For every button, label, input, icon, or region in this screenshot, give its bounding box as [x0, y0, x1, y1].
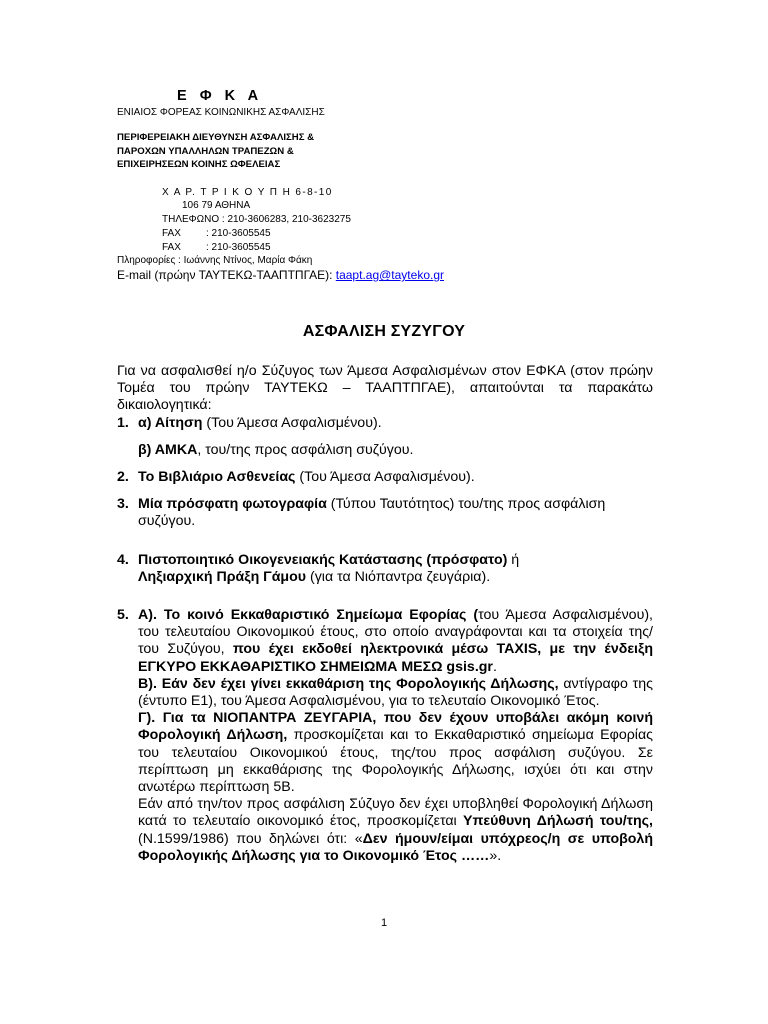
department-name: [117, 131, 517, 172]
department-line: ΕΠΙΧΕΙΡΗΣΕΩΝ ΚΟΙΝΗΣ ΩΦΕΛΕΙΑΣ: [117, 159, 281, 170]
email-label: E-mail (πρώην ΤΑΥΤΕΚΩ-ΤΑΑΠΤΠΓΑΕ):: [117, 268, 336, 283]
org-full-name: ΕΝΙΑΙΟΣ ΦΟΡΕΑΣ ΚΟΙΝΩΝΙΚΗΣ ΑΣΦΑΛΙΣΗΣ: [117, 107, 325, 118]
fax-line: [162, 241, 517, 255]
item-text: Ληξιαρχική Πράξη Γάμου (για τα Νιόπαντρα ζευγάρια).: [138, 568, 491, 585]
document-title: ΑΣΦΑΛΙΣΗ ΣΥΖΥΓΟΥ: [302, 323, 466, 340]
letterhead: [117, 88, 517, 283]
requirement-item-2: [117, 469, 653, 486]
email-link[interactable]: taapt.ag@tayteko.gr: [335, 268, 444, 283]
requirement-item-4: [117, 552, 653, 586]
item-text: Το Βιβλιάριο Ασθενείας (Του Άμεσα Ασφαλισμένου).: [138, 469, 475, 486]
item-number: 4.: [117, 551, 129, 568]
street-address: Χ Α Ρ. Τ Ρ Ι Κ Ο Υ Π Η 6-8-10: [162, 186, 333, 198]
postal-code: 106 79 ΑΘΗΝΑ: [182, 200, 251, 212]
item-5b-text: Β). Εάν δεν έχει γίνει εκκαθάριση της Φορολογικής Δήλωσης, αντίγραφο της (έντυπο Ε1), του Άμεσα Ασφαλισμένου, για το τελευταίο Οικονομικό Έτος.: [138, 675, 653, 710]
item-text: Πιστοποιητικό Οικογενειακής Κατάστασης (πρόσφατο) ή: [138, 551, 520, 568]
item-5c-text: Γ). Για τα ΝΙΟΠΑΝΤΡΑ ΖΕΥΓΑΡΙΑ, που δεν έχουν υποβάλει ακόμη κοινή Φορολογική Δήλωση, προσκομίζεται και το Εκκαθαριστικό σημείωμα Εφορίας του τελευταίου Οικονομικού έτους, της/του προς ασφάλιση συζύγου. Σε περίπτωση μη εκκαθάρισης της Φορολογικής Δήλωσης, ισχύει ότι και στην ανωτέρω περίπτωση 5Β.: [138, 710, 653, 796]
document-body: [117, 363, 653, 865]
department-line: ΠΕΡΙΦΕΡΕΙΑΚΗ ΔΙΕΥΘΥΝΣΗ ΑΣΦΑΛΙΣΗΣ &: [117, 132, 315, 143]
requirement-item-3: [117, 496, 653, 530]
item-number: 2.: [117, 469, 129, 486]
page-number: 1: [380, 917, 388, 929]
phone-line: ΤΗΛΕΦΩΝΟ : 210-3606283, 210-3623275: [162, 214, 351, 226]
contact-persons: Πληροφορίες : Ιωάννης Ντίνος, Μαρία Φάκη: [117, 255, 313, 267]
fax-label: FAX: [162, 241, 181, 253]
intro-paragraph: Για να ασφαλισθεί η/ο Σύζυγος των Άμεσα Ασφαλισμένων στον ΕΦΚΑ (στον πρώην Τομέα του πρώην ΤΑΥΤΕΚΩ – ΤΑΑΠΤΠΓΑΕ), απαιτούνται τα παρακάτω δικαιολογητικά:: [117, 363, 653, 414]
item-number: 1.: [117, 414, 129, 431]
item-number: 3.: [117, 496, 129, 513]
fax-number: : 210-3605545: [206, 227, 271, 239]
org-title: Ε Φ Κ Α: [177, 88, 263, 104]
item-text: α) Αίτηση (Του Άμεσα Ασφαλισμένου).: [138, 414, 382, 431]
item-5d-text: Εάν από την/τον προς ασφάλιση Σύζυγο δεν έχει υποβληθεί Φορολογική Δήλωση κατά το τελευταίο οικονομικό έτος, προσκομίζεται Υπεύθυνη Δήλωσή του/της, (Ν.1599/1986) που δηλώνει ότι: «Δεν ήμουν/είμαι υπόχρεος/η σε υποβολή Φορολογικής Δήλωσης για το Οικονομικό Έτος ……».: [138, 796, 653, 864]
fax-number: : 210-3605545: [206, 241, 271, 253]
email-line: [117, 268, 517, 283]
requirement-item-5: [117, 607, 653, 865]
address-block: [162, 186, 517, 255]
department-line: ΠΑΡΟΧΩΝ ΥΠΑΛΛΗΛΩΝ ΤΡΑΠΕΖΩΝ &: [117, 145, 294, 157]
fax-label: FAX: [162, 227, 181, 239]
item-text: Μία πρόσφατη φωτογραφία (Τύπου Ταυτότητος) του/της προς ασφάλιση συζύγου.: [138, 496, 606, 530]
item-number: 5.: [117, 607, 129, 624]
item-5a-text: Α). Το κοινό Εκκαθαριστικό Σημείωμα Εφορίας (του Άμεσα Ασφαλισμένου), του τελευταίου Οικονομικού έτους, στο οποίο αναγράφονται και τα στοιχεία της/του Συζύγου, που έχει εκδοθεί ηλεκτρονικά μέσω TAXIS, με την ένδειξη ΕΓΚΥΡΟ ΕΚΚΑΘΑΡΙΣΤΙΚΟ ΣΗΜΕΙΩΜΑ ΜΕΣΩ gsis.gr.: [138, 607, 653, 675]
item-text: β) ΑΜΚΑ, του/της προς ασφάλιση συζύγου.: [138, 441, 414, 458]
requirement-item-1: [117, 415, 653, 459]
fax-line: [162, 227, 517, 241]
